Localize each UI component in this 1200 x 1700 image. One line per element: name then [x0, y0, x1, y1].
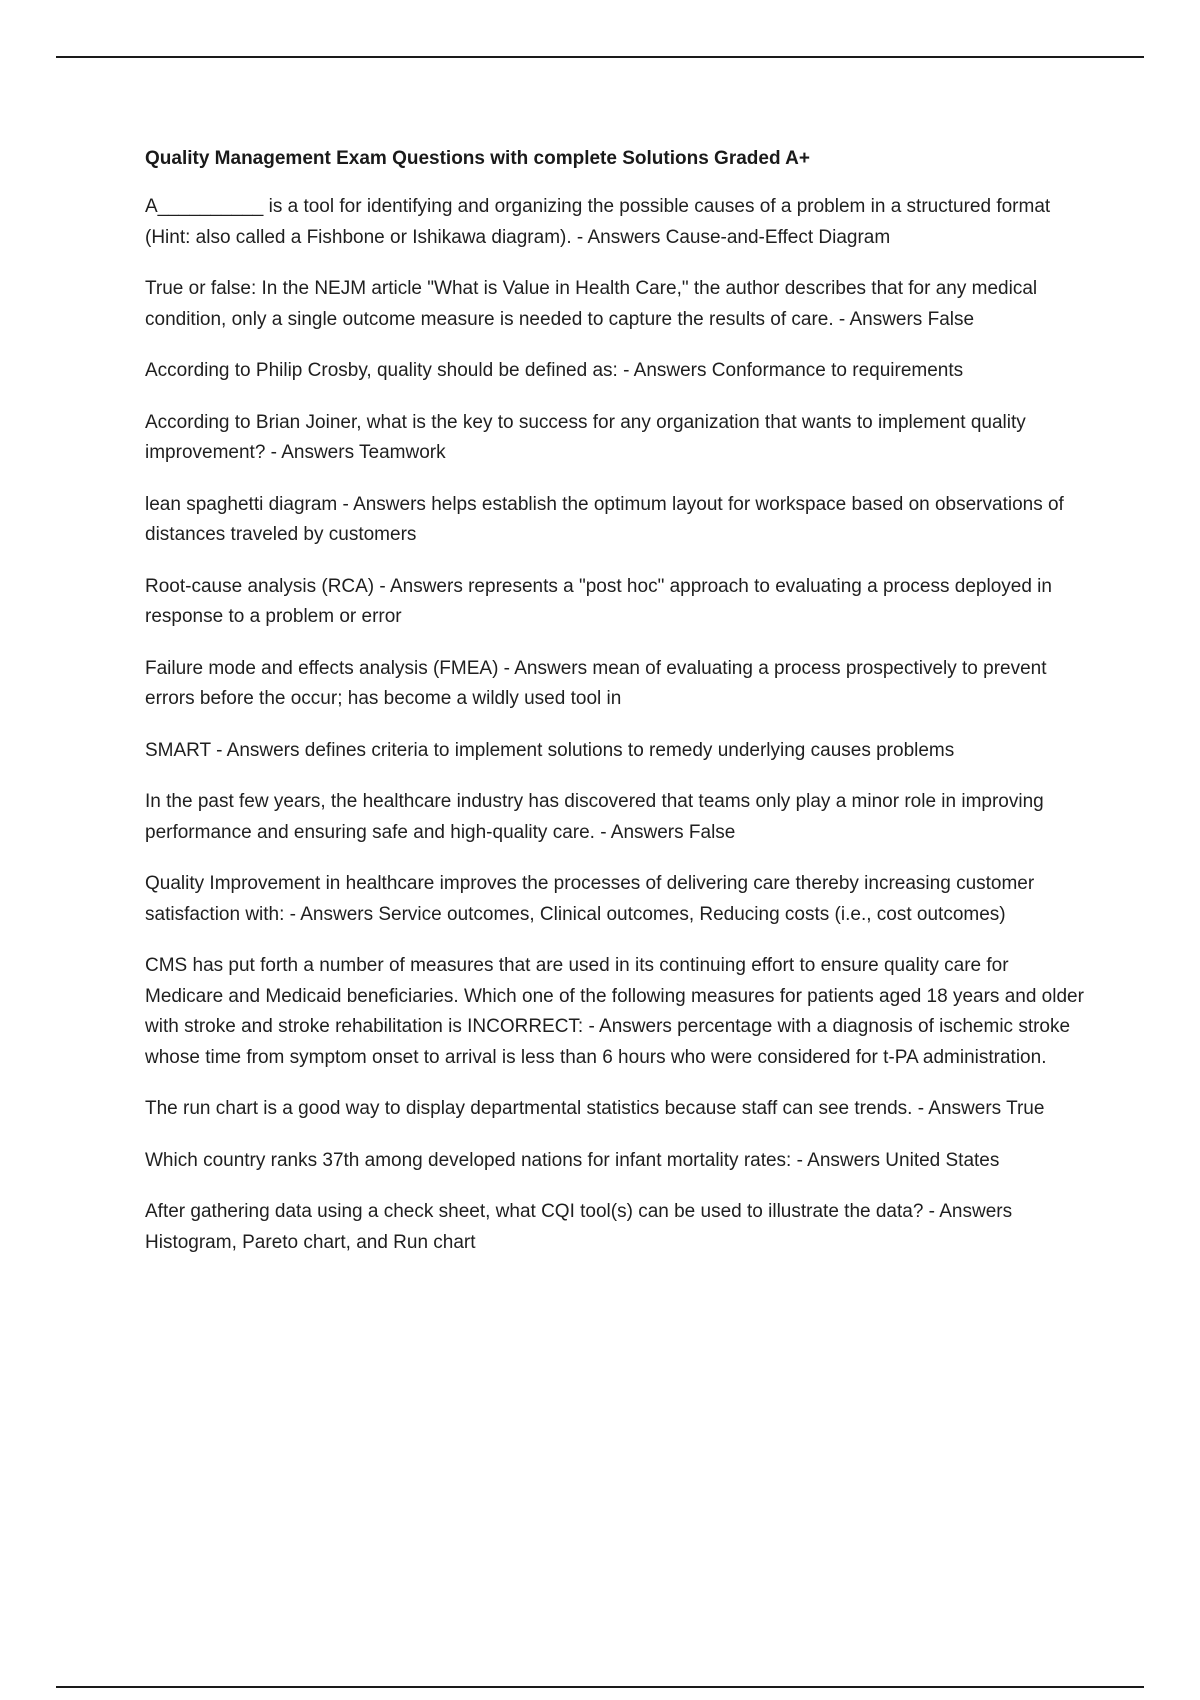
document-body — [145, 144, 1085, 1279]
qa-item: According to Brian Joiner, what is the key to success for any organization that wants to implement quality improvement? - Answers Teamwork — [145, 411, 1026, 463]
qa-item: The run chart is a good way to display departmental statistics because staff can see trends. - Answers True — [145, 1098, 1045, 1119]
footer-rule — [56, 1686, 1144, 1688]
qa-item: Root-cause analysis (RCA) - Answers represents a "post hoc" approach to evaluating a process deployed in response to a problem or error — [145, 575, 1052, 627]
qa-item: CMS has put forth a number of measures that are used in its continuing effort to ensure quality care for Medicare and Medicaid beneficiaries. Which one of the following measures for patients aged 18 years and older with stroke and stroke rehabilitation is INCORRECT: - Answers percentage with a diagnosis of ischemic stroke whose time from symptom onset to arrival is less than 6 hours who were considered for t-PA administration. — [145, 955, 1084, 1068]
qa-item: A__________ is a tool for identifying and organizing the possible causes of a problem in a structured format (Hint: also called a Fishbone or Ishikawa diagram). - Answers Cause-and-Effect Diagram — [145, 196, 1051, 248]
qa-item: Failure mode and effects analysis (FMEA) - Answers mean of evaluating a process prospectively to prevent errors before the occur; has become a wildly used tool in — [145, 657, 1047, 709]
qa-item: SMART - Answers defines criteria to implement solutions to remedy underlying causes problems — [145, 739, 955, 761]
qa-item: In the past few years, the healthcare industry has discovered that teams only play a minor role in improving performance and ensuring safe and high-quality care. - Answers False — [145, 791, 1044, 843]
qa-item: Which country ranks 37th among developed nations for infant mortality rates: - Answers United States — [145, 1149, 1000, 1171]
qa-item: Quality Improvement in healthcare improves the processes of delivering care thereby increasing customer satisfaction with: - Answers Service outcomes, Clinical outcomes, Reducing costs (i.e., cost outcomes) — [145, 873, 1035, 925]
qa-item: lean spaghetti diagram - Answers helps establish the optimum layout for workspace based on observations of distances traveled by customers — [145, 493, 1064, 545]
qa-item: True or false: In the NEJM article "What is Value in Health Care," the author describes that for any medical condition, only a single outcome measure is needed to capture the results of care. - Answers False — [145, 278, 1038, 330]
qa-list — [145, 192, 1085, 1258]
header-rule — [56, 56, 1144, 58]
qa-item: According to Philip Crosby, quality should be defined as: - Answers Conformance to requirements — [145, 360, 964, 381]
document-title: Quality Management Exam Questions with complete Solutions Graded A+ — [145, 148, 810, 169]
qa-item: After gathering data using a check sheet, what CQI tool(s) can be used to illustrate the data? - Answers Histogram, Pareto chart, and Run chart — [145, 1201, 1013, 1253]
